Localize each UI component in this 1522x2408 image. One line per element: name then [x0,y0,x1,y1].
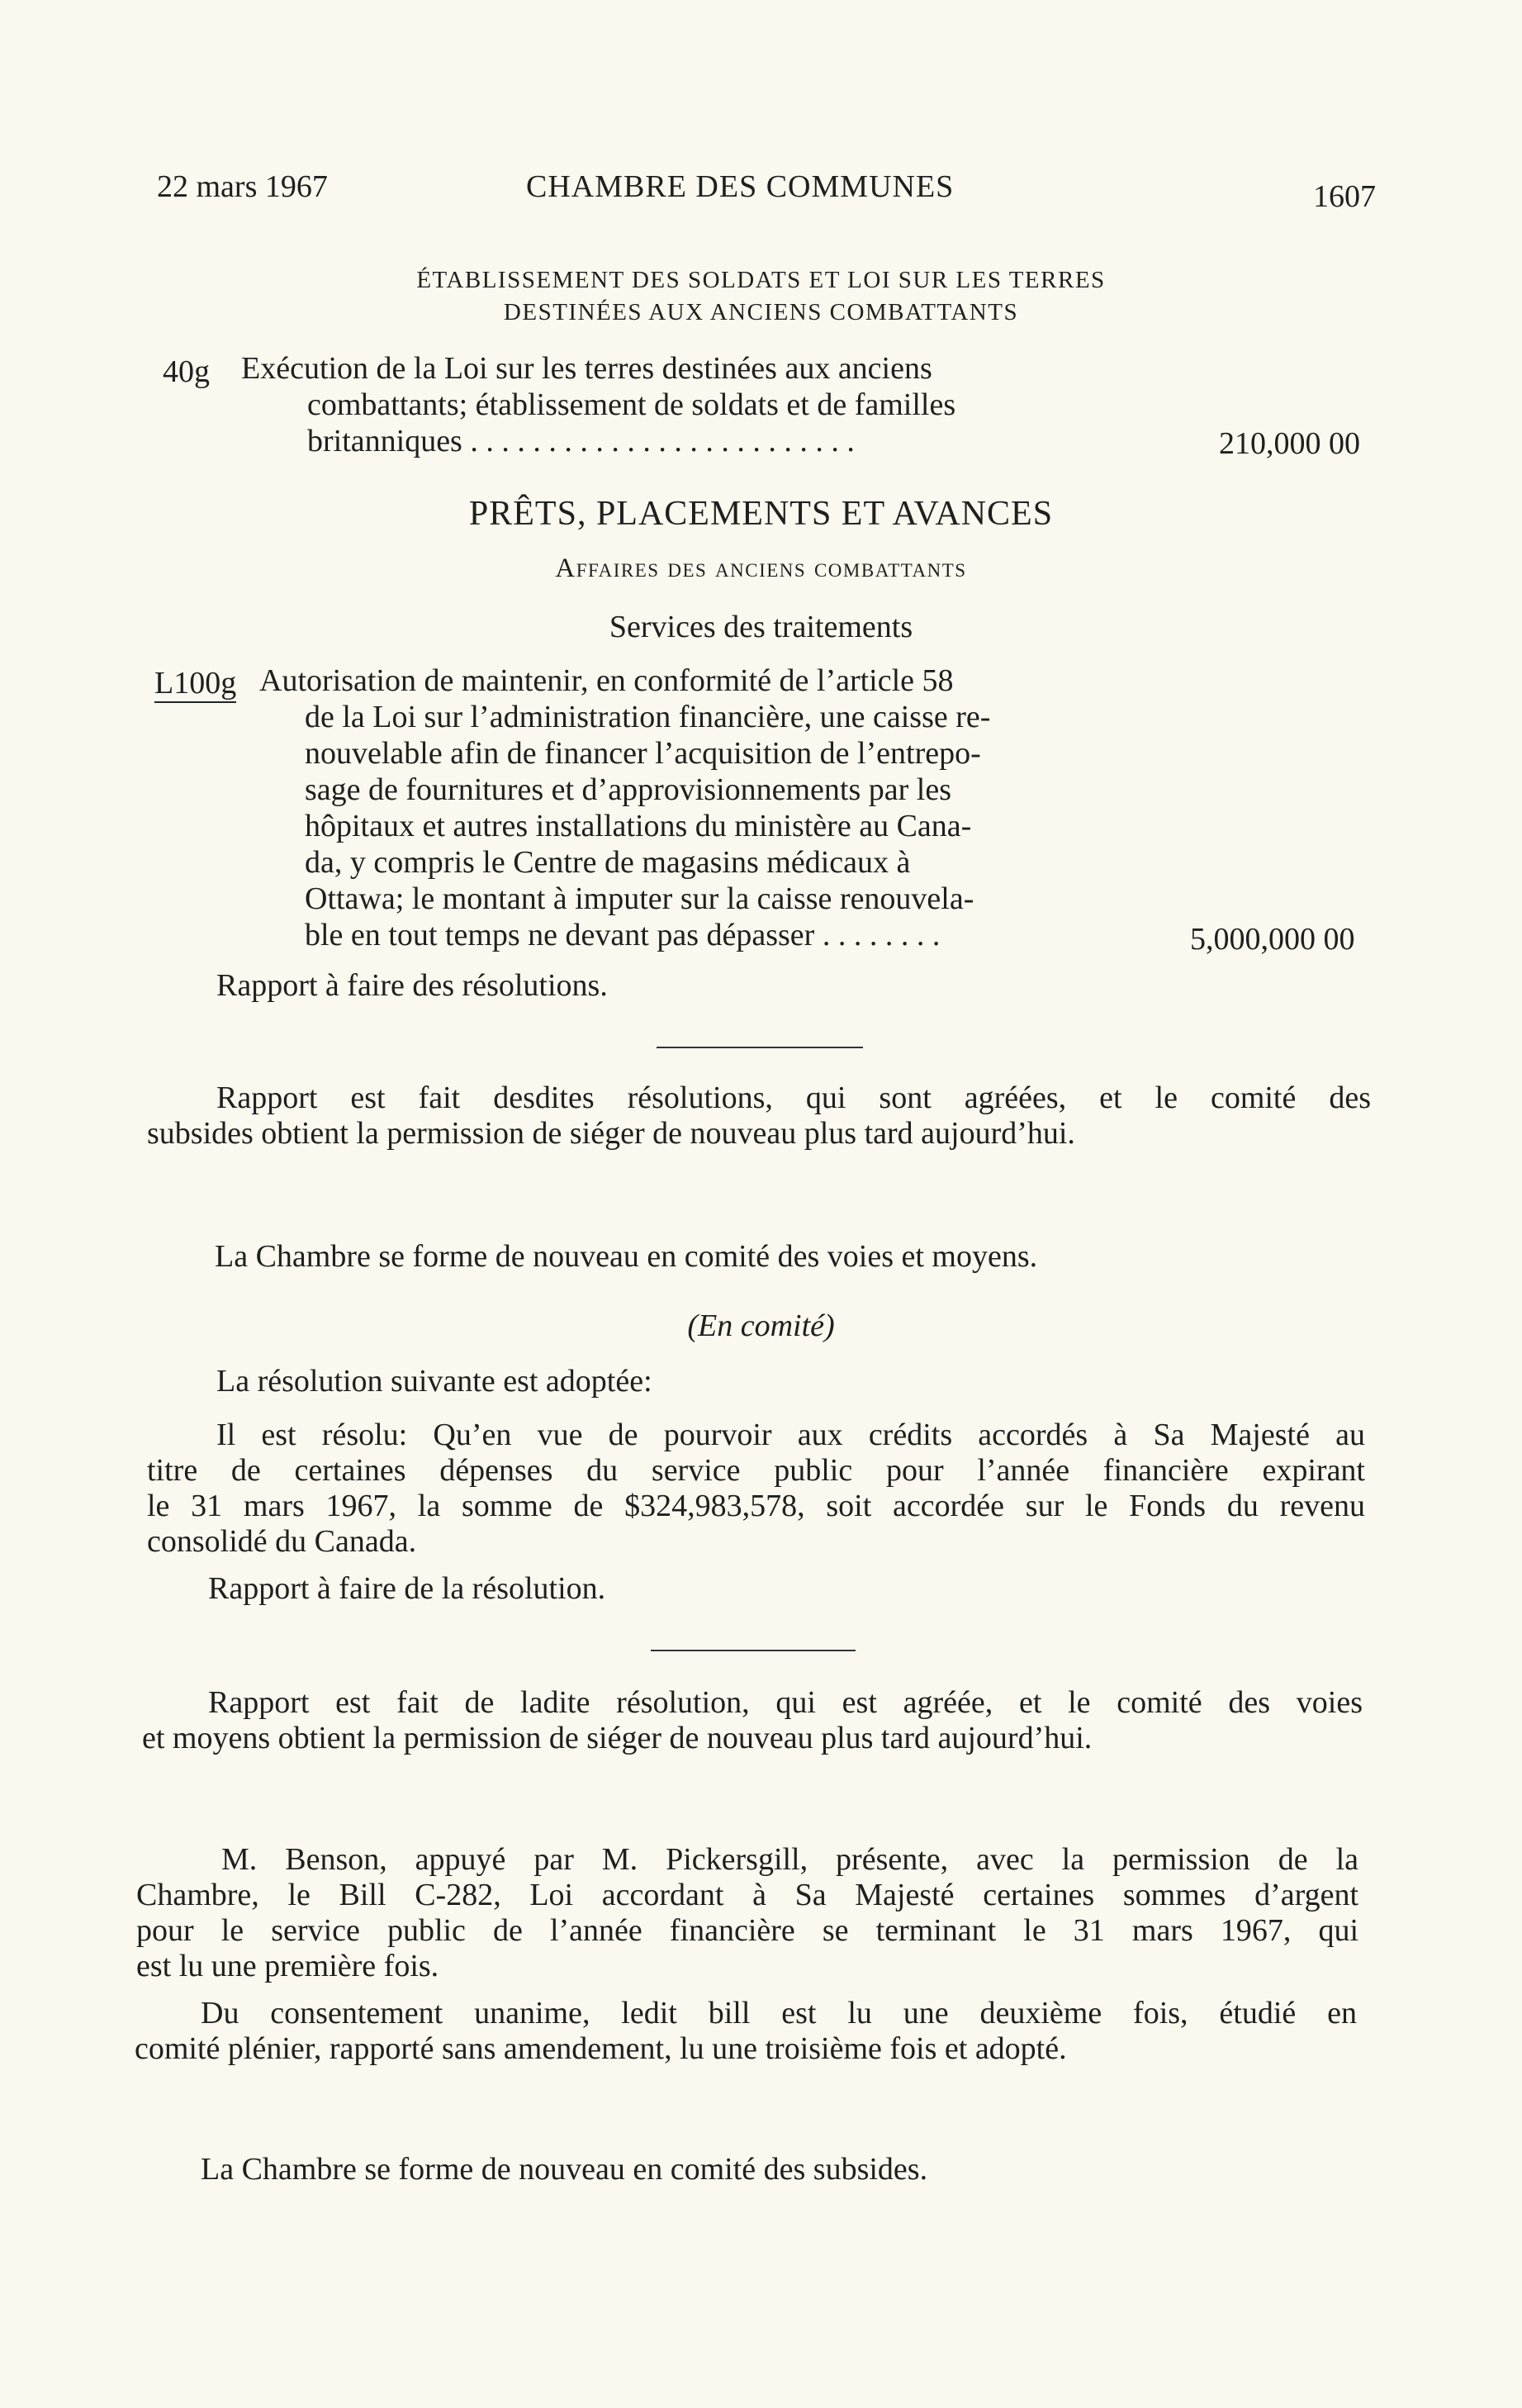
item-l100g-line4: sage de fournitures et d’approvisionnements par les [305,772,951,807]
header-date: 22 mars 1967 [157,169,328,204]
paragraph-1-line1: Rapport est fait desdites résolutions, qui sont agréées, et le comité des [216,1081,1371,1115]
item-l100g-leader: . . . . . . . . [822,918,941,952]
section2-subsubheading: Services des traitements [609,610,913,644]
paragraph-8-line2: Chambre, le Bill C-282, Loi accordant à Sa Majesté certaines sommes d’argent [136,1878,1358,1912]
paragraph-5-line2: titre de certaines dépenses du service public pour l’année financière expirant [147,1453,1365,1488]
item-l100g-line5: hôpitaux et autres installations du ministère au Cana- [305,809,972,843]
divider-1 [657,1047,863,1048]
paragraph-8-line3: pour le service public de l’année financière se terminant le 31 mars 1967, qui [136,1913,1358,1948]
item-40g-amount: 210,000 00 [1219,426,1360,461]
paragraph-1-line2: subsides obtient la permission de siéger de nouveau plus tard aujourd’hui. [147,1116,1075,1151]
paragraph-8-line1: M. Benson, appuyé par M. Pickersgill, présente, avec la permission de la [221,1842,1358,1877]
item-40g-line3 [307,423,1150,459]
section2-heading: PRÊTS, PLACEMENTS ET AVANCES [468,495,1054,533]
item-40g-text [241,350,1150,459]
item-l100g-line6: da, y compris le Centre de magasins médicaux à [305,845,911,880]
paragraph-5 [147,1418,1365,1560]
paragraph-5-line3: le 31 mars 1967, la somme de $324,983,578, soit accordée sur le Fonds du revenu [147,1489,1365,1523]
item-40g-line1: Exécution de la Loi sur les terres destinées aux anciens [241,351,932,386]
section2-subheading: Affaires des anciens combattants [555,553,967,583]
section1-title-line1: ÉTABLISSEMENT DES SOLDATS ET LOI SUR LES TERRES [416,267,1106,293]
paragraph-1 [147,1081,1371,1152]
paragraph-9 [135,1996,1357,2067]
item-l100g-line7: Ottawa; le montant à imputer sur la caisse renouvela- [305,881,974,916]
paragraph-5-line1: Il est résolu: Qu’en vue de pourvoir aux crédits accordés à Sa Majesté au [216,1418,1365,1452]
paragraph-5-line4: consolidé du Canada. [147,1524,417,1559]
item-l100g-line8 [305,917,1168,953]
item-l100g-amount: 5,000,000 00 [1190,922,1355,957]
item-code-l100g: L100g [154,665,236,703]
paragraph-8-line4: est lu une première fois. [136,1949,439,1983]
item-40g-line3-text: britanniques [307,424,462,458]
header-title: CHAMBRE DES COMMUNES [526,169,955,204]
item-code-40g: 40g [163,354,210,389]
paragraph-7-line1: Rapport est fait de ladite résolution, qui est agréée, et le comité des voies [208,1685,1363,1720]
paragraph-6: Rapport à faire de la résolution. [208,1571,606,1606]
item-l100g-text [259,663,1168,953]
divider-2 [651,1650,856,1651]
paragraph-10: La Chambre se forme de nouveau en comité des subsides. [201,2152,928,2187]
item-l100g-line2: de la Loi sur l’administration financière, une caisse re- [305,700,991,734]
paragraph-7-line2: et moyens obtient la permission de siéger de nouveau plus tard aujourd’hui. [142,1721,1093,1755]
item-l100g-line3: nouvelable afin de financer l’acquisition de l’entrepo- [305,736,981,771]
item-40g-leader: . . . . . . . . . . . . . . . . . . . . . . . . . [470,424,855,458]
paragraph-9-line2: comité plénier, rapporté sans amendement, lu une troisième fois et adopté. [135,2031,1067,2066]
paragraph-7 [142,1685,1363,1756]
paragraph-4: La résolution suivante est adoptée: [216,1364,652,1399]
item-l100g-line8-text: ble en tout temps ne devant pas dépasser [305,918,815,952]
paragraph-9-line1: Du consentement unanime, ledit bill est lu une deuxième fois, étudié en [201,1996,1357,2030]
item-40g-line2: combattants; établissement de soldats et de familles [307,387,956,422]
paragraph-8 [136,1842,1358,1984]
item-l100g-line1: Autorisation de maintenir, en conformité de l’article 58 [259,663,954,698]
paragraph-en-comite: (En comité) [687,1308,835,1343]
header-page-number: 1607 [1313,179,1376,214]
paragraph-2: La Chambre se forme de nouveau en comité des voies et moyens. [215,1239,1038,1274]
report-line-resolutions: Rapport à faire des résolutions. [216,968,608,1003]
section1-title-line2: DESTINÉES AUX ANCIENS COMBATTANTS [503,299,1019,325]
